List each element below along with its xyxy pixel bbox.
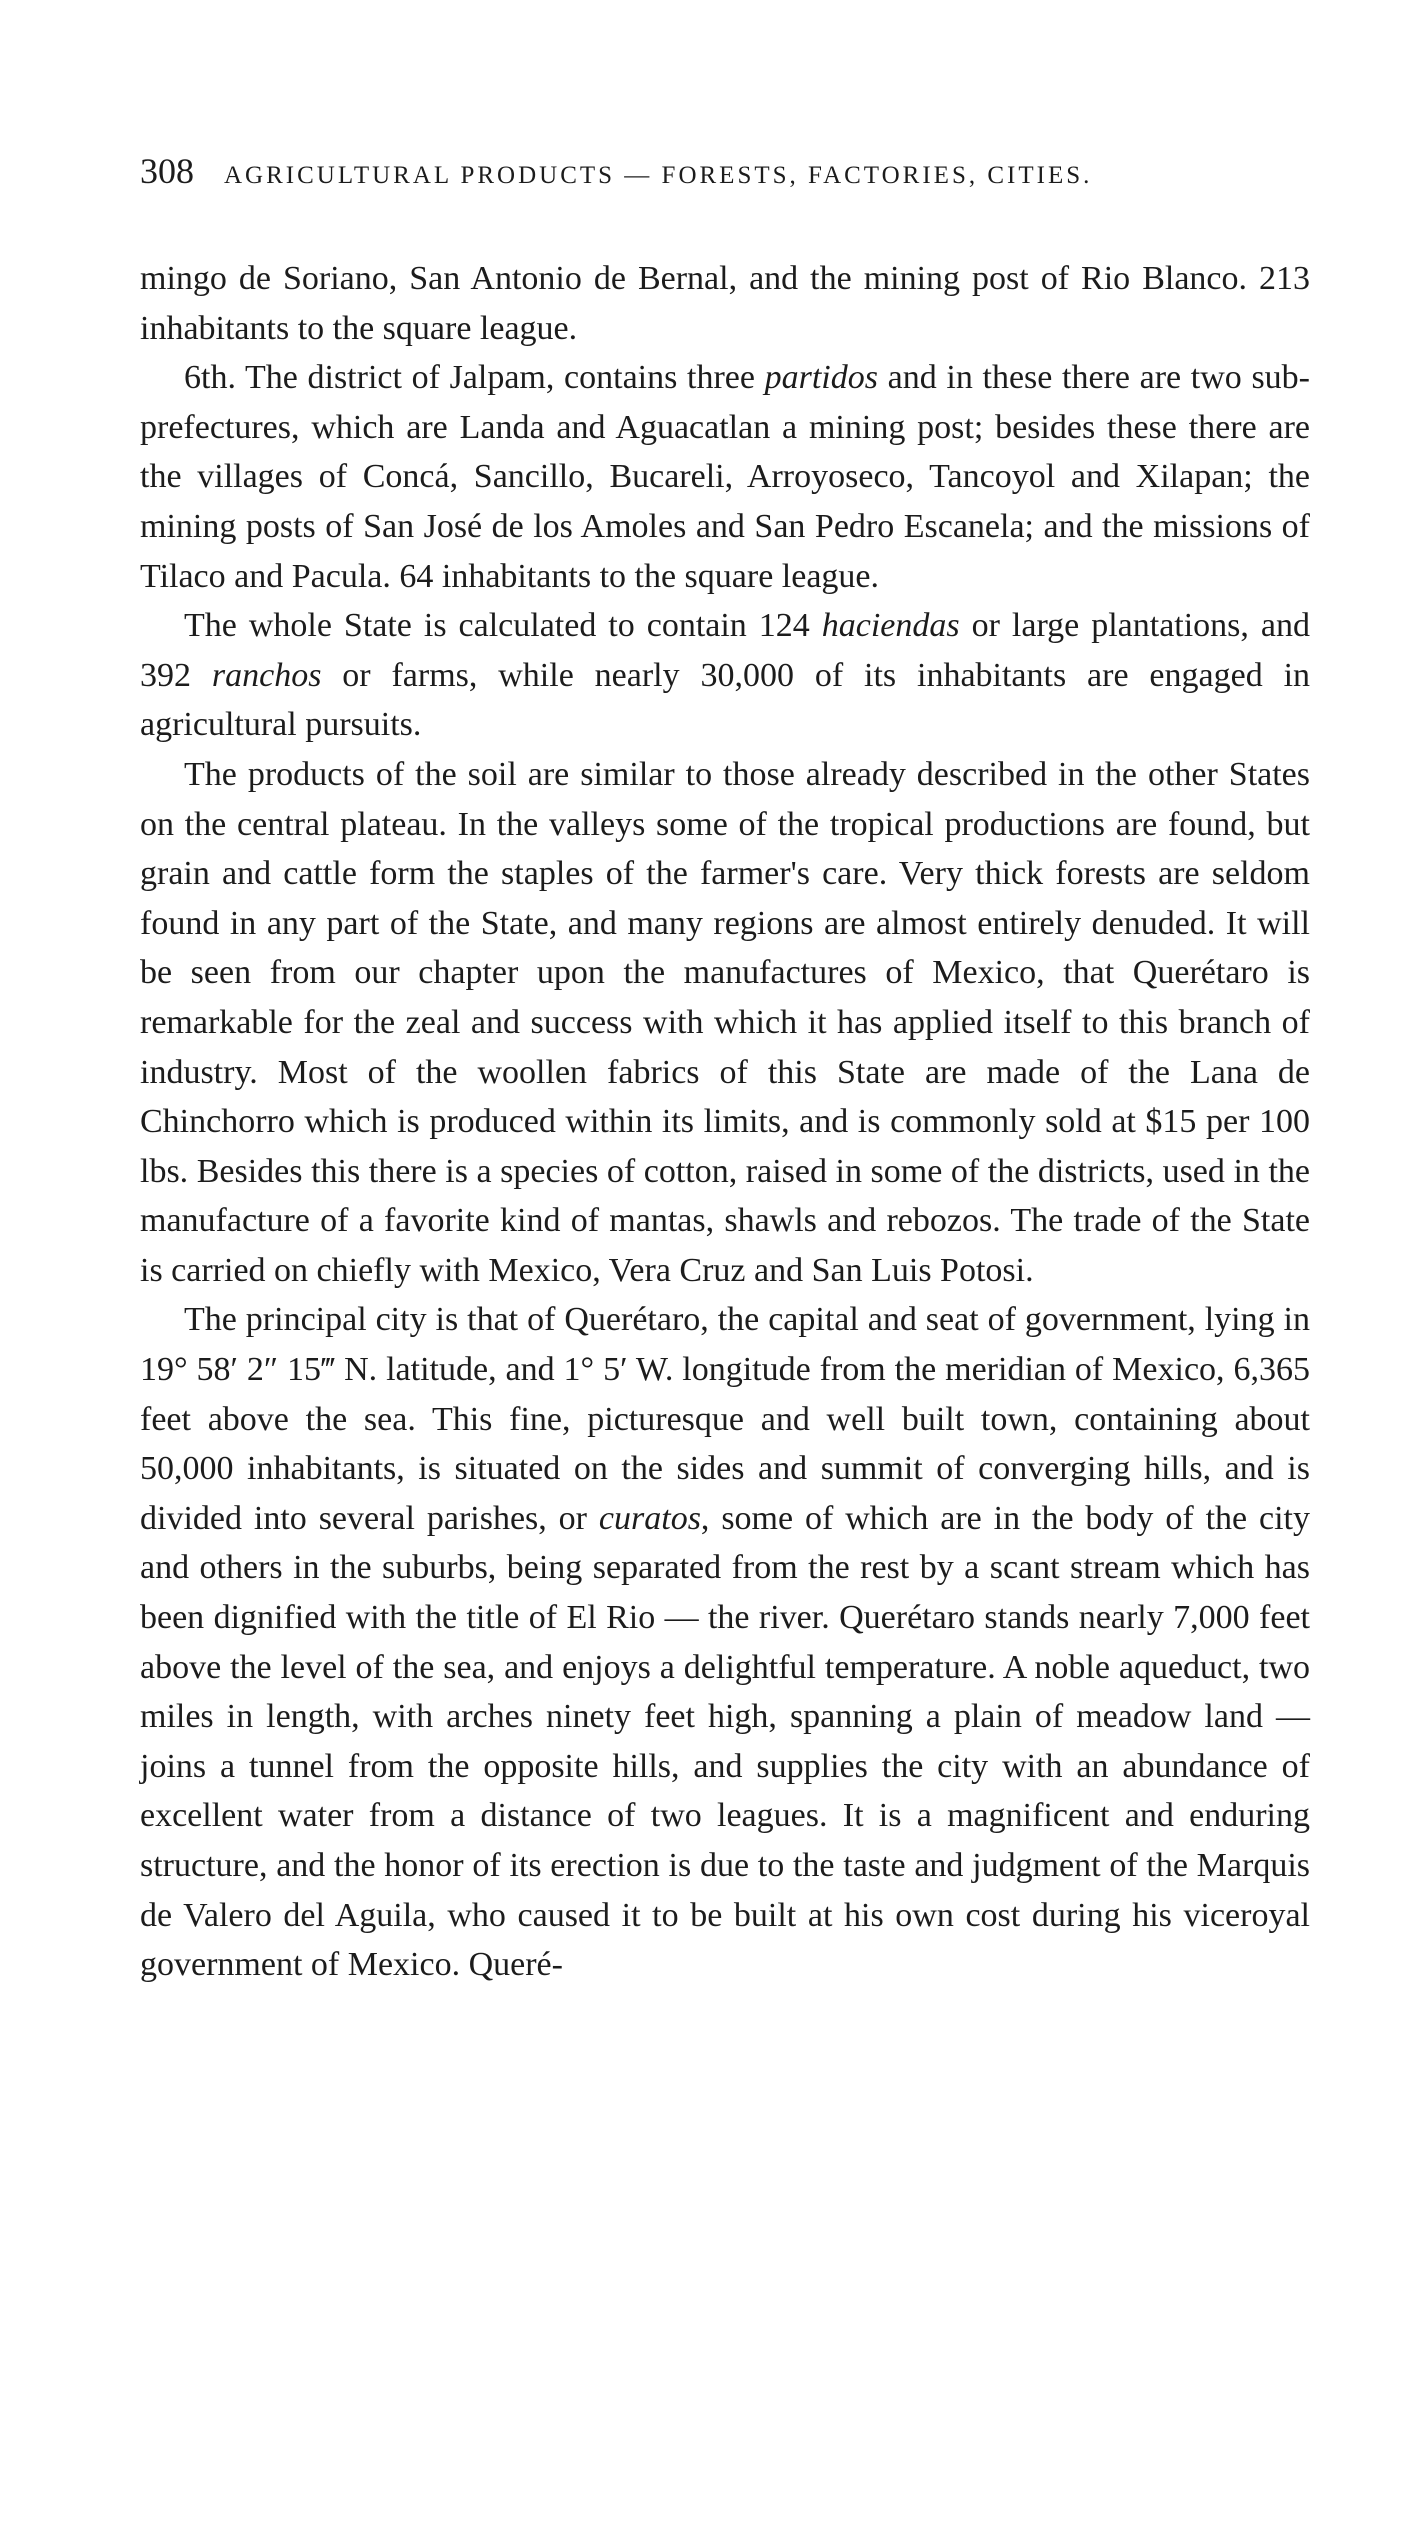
italic-term: curatos — [598, 1499, 701, 1537]
running-head — [140, 150, 1310, 210]
paragraph — [140, 601, 1310, 750]
text-run: The whole State is calculated to contain 124 — [184, 607, 822, 645]
italic-term: ranchos — [211, 656, 322, 694]
running-head-title: AGRICULTURAL PRODUCTS — FORESTS, FACTORIES, CITIES. — [224, 162, 1093, 189]
text-run: The products of the soil are similar to those already described in the other States on the central plateau. In the valleys some of the tropical productions are found, but grain and cattle form the staples of the farmer's care. Very thick forests are seldom found in any part of the State, and many regions are almost entirely denuded. It will be seen from our chapter upon the manufactures of Mexico, that Querétaro is remarkable for the zeal and success with which it has applied itself to this branch of industry. Most of the woollen fabrics of this State are made of the Lana de Chinchorro which is produced within its limits, and is commonly sold at $15 per 100 lbs. Besides this there is a species of cotton, raised in some of the districts, used in the manufacture of a favorite kind of mantas, shawls and rebozos. The trade of the State is carried on chiefly with Mexico, Vera Cruz and San Luis Potosi. — [140, 755, 1310, 1289]
text-run: or farms, while nearly 30,000 of its inhabitants are engaged in agricultural pursuits. — [140, 656, 1311, 744]
italic-term: partidos — [764, 359, 878, 397]
paragraph — [140, 750, 1310, 1296]
text-run: mingo de Soriano, San Antonio de Bernal, and the mining post of Rio Blanco. 213 inhabitants to the square league. — [140, 260, 1310, 347]
book-page — [140, 150, 1310, 1990]
text-run: or large plantations, and 392 — [140, 607, 1310, 694]
paragraph — [140, 254, 1310, 353]
italic-term: haciendas — [821, 607, 960, 645]
text-run: and in these there are two sub-prefectures, which are Landa and Aguacatlan a mining post; besides these there are the villages of Concá, Sancillo, Bucareli, Arroyoseco, Tancoyol and Xilapan; the mining posts of San José de los Amoles and San Pedro Escanela; and the missions of Tilaco and Pacula. 64 inhabitants to the square league. — [140, 359, 1310, 595]
text-run: The principal city is that of Querétaro, the capital and seat of government, lying in 19° 58′ 2″ 15‴ N. latitude, and 1° 5′ W. longitude from the meridian of Mexico, 6,365 feet above the sea. This fine, picturesque and well built town, containing about 50,000 inhabitants, is situated on the sides and summit of converging hills, and is divided into several parishes, or — [140, 1301, 1310, 1537]
body-text — [140, 254, 1310, 1990]
page-number: 308 — [140, 151, 194, 191]
text-run: , some of which are in the body of the city and others in the suburbs, being separated from the rest by a scant stream which has been dignified with the title of El Rio — the river. Querétaro stands nearly 7,000 feet above the level of the sea, and enjoys a delightful temperature. A noble aqueduct, two miles in length, with arches ninety feet high, spanning a plain of meadow land — joins a tunnel from the opposite hills, and supplies the city with an abundance of excellent water from a distance of two leagues. It is a magnificent and enduring structure, and the honor of its erection is due to the taste and judgment of the Marquis de Valero del Aguila, who caused it to be built at his own cost during his viceroyal government of Mexico. Queré- — [140, 1499, 1310, 1984]
text-run: 6th. The district of Jalpam, contains three — [184, 359, 765, 397]
paragraph — [140, 353, 1310, 601]
paragraph — [140, 1295, 1310, 1989]
